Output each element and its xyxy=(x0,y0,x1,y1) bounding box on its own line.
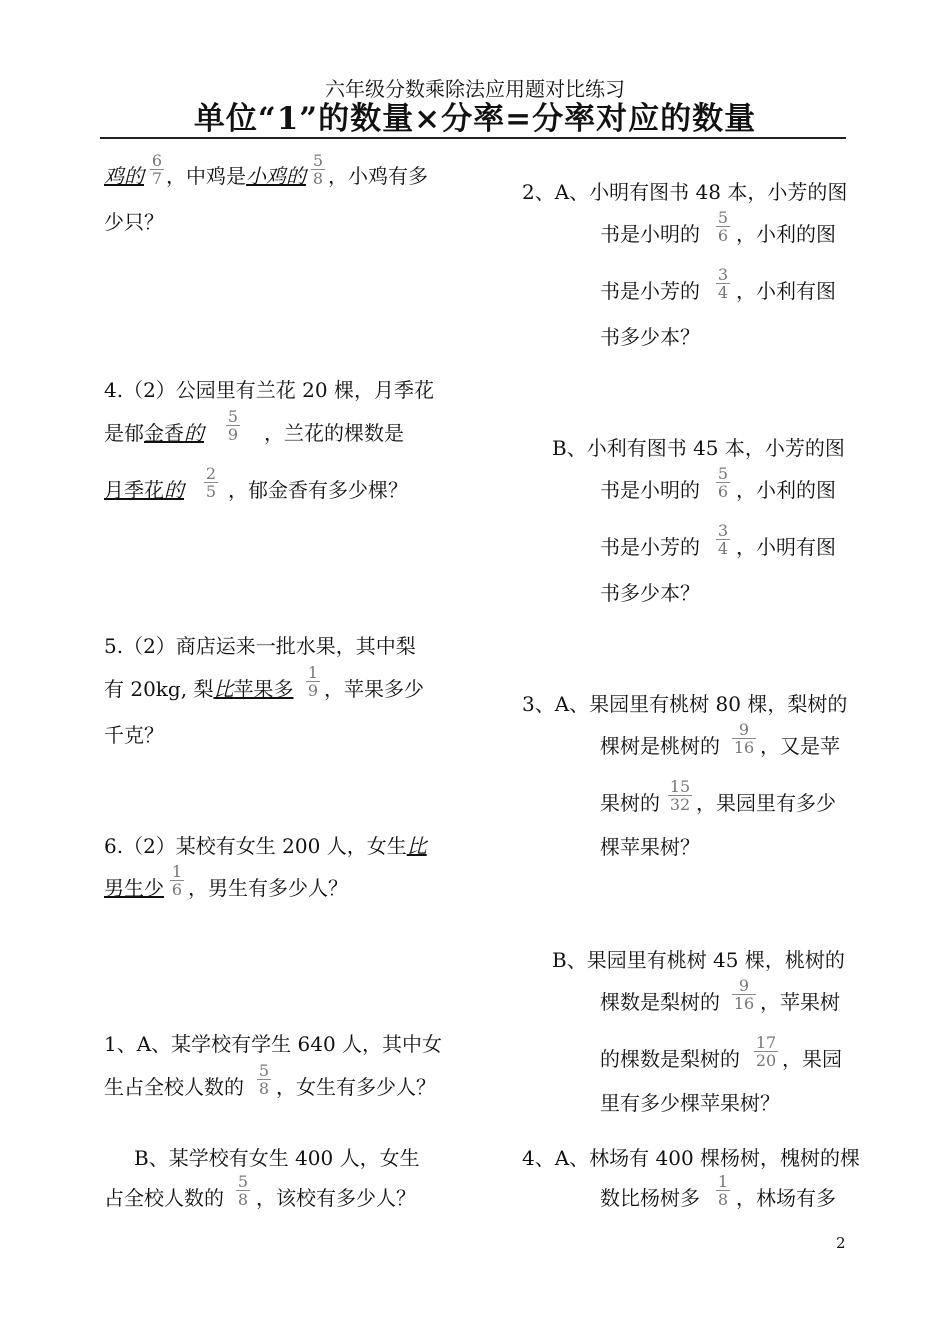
page-title: 单位“1”的数量×分率=分率对应的数量 xyxy=(193,101,757,137)
fraction: $\frac{6}{7}$ xyxy=(151,151,163,188)
question-2B: B、小利有图书 45 本，小芳的图 书是小明的 $\frac{5}{6}$ ，小利的图 书是小芳的 $\frac{3}{4}$ ，小明有图 书多少本？ xyxy=(552,436,845,605)
fraction: $\frac{1}{6}$ xyxy=(171,862,183,899)
fraction: $\frac{2}{5}$ xyxy=(205,464,217,501)
fraction: $\frac{1}{8}$ xyxy=(717,1172,729,1209)
fraction: $\frac{17}{20}$ xyxy=(755,1033,777,1070)
fraction: $\frac{5}{8}$ xyxy=(258,1061,270,1098)
page-number: 2 xyxy=(836,1234,846,1252)
question-2A: 2、A、小明有图书 48 本，小芳的图 书是小明的 $\frac{5}{6}$ ，小利的图 书是小芳的 $\frac{3}{4}$ ，小利有图 书多少本？ xyxy=(522,180,848,349)
fraction: $\frac{15}{32}$ xyxy=(669,777,691,814)
fraction: $\frac{5}{8}$ xyxy=(312,151,324,188)
question-6-2: 6.（2）某校有女生 200 人，女生比 男生少 $\frac{1}{6}$ ，男生有多少人？ xyxy=(104,834,427,900)
question-3B: B、果园里有桃树 45 棵，桃树的 棵数是梨树的 $\frac{9}{16}$ ，苹果树 的棵数是梨树的 $\frac{17}{20}$ ，果园 里有多少棵苹果树？ xyxy=(552,948,845,1115)
title-rule xyxy=(100,137,846,139)
fraction: $\frac{5}{9}$ xyxy=(227,407,239,444)
fraction: $\frac{5}{8}$ xyxy=(237,1172,249,1209)
page-subtitle: 六年级分数乘除法应用题对比练习 xyxy=(325,77,625,101)
question-1A: 1、A、某学校有学生 640 人，其中女 生占全校人数的 $\frac{5}{8}$ ，女生有多少人？ xyxy=(104,1032,443,1099)
question-chicken: 鸡的 $\frac{6}{7}$ ，中鸡是小鸡的 $\frac{5}{8}$ ，小鸡有多 少只？ xyxy=(104,151,428,234)
fraction: $\frac{9}{16}$ xyxy=(733,976,755,1013)
fraction: $\frac{3}{4}$ xyxy=(717,521,729,558)
text: 鸡的 xyxy=(104,164,144,188)
fraction: $\frac{9}{16}$ xyxy=(733,720,755,757)
fraction: $\frac{1}{9}$ xyxy=(307,663,319,700)
question-5-2: 5.（2）商店运来一批水果，其中梨 有 20kg, 梨比苹果多 $\frac{1}{9}$ ，苹果多少 千克？ xyxy=(104,634,424,747)
fraction: $\frac{5}{6}$ xyxy=(717,464,729,501)
fraction: $\frac{5}{6}$ xyxy=(717,208,729,245)
fraction: $\frac{3}{4}$ xyxy=(717,265,729,302)
question-4-2: 4.（2）公园里有兰花 20 棵，月季花 是郁金香的 $\frac{5}{9}$ ，兰花的棵数是 月季花的 $\frac{2}{5}$ ，郁金香有多少棵？ xyxy=(104,378,434,502)
question-4A: 4、A、林场有 400 棵杨树，槐树的棵 数比杨树多 $\frac{1}{8}$ ，林场有多 xyxy=(522,1146,861,1210)
question-3A: 3、A、果园里有桃树 80 棵，梨树的 棵树是桃树的 $\frac{9}{16}$ ，又是苹 果树的 $\frac{15}{32}$ ，果园里有多少 棵苹果树？ xyxy=(522,692,848,859)
question-1B: B、某学校有女生 400 人，女生 占全校人数的 $\frac{5}{8}$ ，该校有多少人？ xyxy=(104,1146,420,1210)
